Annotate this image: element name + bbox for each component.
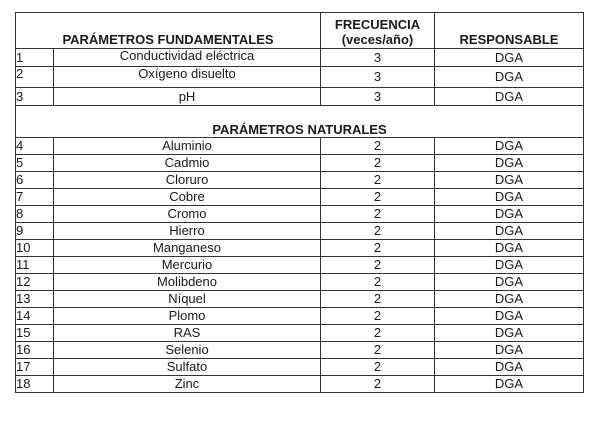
responsible-value: DGA bbox=[435, 49, 584, 67]
row-number: 9 bbox=[16, 223, 54, 240]
frequency-value: 2 bbox=[321, 138, 435, 155]
row-number: 7 bbox=[16, 189, 54, 206]
parameter-name: Cadmio bbox=[54, 155, 321, 172]
row-number: 16 bbox=[16, 342, 54, 359]
responsible-value: DGA bbox=[435, 138, 584, 155]
responsible-value: DGA bbox=[435, 359, 584, 376]
row-number: 18 bbox=[16, 376, 54, 393]
row-number: 1 bbox=[16, 49, 54, 67]
frequency-column-header bbox=[321, 13, 435, 49]
section-spacer bbox=[16, 106, 584, 122]
row-number: 6 bbox=[16, 172, 54, 189]
row-number: 17 bbox=[16, 359, 54, 376]
parameter-name: Manganeso bbox=[54, 240, 321, 257]
frequency-value: 2 bbox=[321, 240, 435, 257]
responsible-value: DGA bbox=[435, 325, 584, 342]
responsible-value: DGA bbox=[435, 155, 584, 172]
table-row bbox=[16, 308, 584, 325]
frequency-value: 2 bbox=[321, 274, 435, 291]
responsible-value: DGA bbox=[435, 67, 584, 88]
frequency-value: 2 bbox=[321, 206, 435, 223]
row-number: 8 bbox=[16, 206, 54, 223]
row-number: 5 bbox=[16, 155, 54, 172]
parameter-name: Cromo bbox=[54, 206, 321, 223]
table-row bbox=[16, 291, 584, 308]
row-number: 10 bbox=[16, 240, 54, 257]
parameters-table bbox=[15, 12, 584, 393]
parameter-name: Mercurio bbox=[54, 257, 321, 274]
parameter-name: Níquel bbox=[54, 291, 321, 308]
frequency-value: 2 bbox=[321, 376, 435, 393]
frequency-value: 2 bbox=[321, 257, 435, 274]
table-row bbox=[16, 223, 584, 240]
table-header-row bbox=[16, 13, 584, 49]
row-number: 11 bbox=[16, 257, 54, 274]
parameter-name: Selenio bbox=[54, 342, 321, 359]
table-row bbox=[16, 342, 584, 359]
table-row bbox=[16, 359, 584, 376]
row-number: 3 bbox=[16, 88, 54, 106]
frequency-value: 2 bbox=[321, 308, 435, 325]
frequency-value: 2 bbox=[321, 325, 435, 342]
table-row bbox=[16, 206, 584, 223]
table-row bbox=[16, 325, 584, 342]
table-row bbox=[16, 274, 584, 291]
responsible-value: DGA bbox=[435, 308, 584, 325]
parameter-name: Cloruro bbox=[54, 172, 321, 189]
frequency-value: 2 bbox=[321, 223, 435, 240]
table-row bbox=[16, 189, 584, 206]
table-row bbox=[16, 138, 584, 155]
frequency-value: 3 bbox=[321, 67, 435, 88]
responsible-value: DGA bbox=[435, 274, 584, 291]
parameter-name: Aluminio bbox=[54, 138, 321, 155]
frequency-value: 2 bbox=[321, 172, 435, 189]
table-row bbox=[16, 172, 584, 189]
responsible-value: DGA bbox=[435, 223, 584, 240]
responsible-column-header: RESPONSABLE bbox=[435, 13, 584, 49]
frequency-value: 3 bbox=[321, 49, 435, 67]
responsible-value: DGA bbox=[435, 240, 584, 257]
parameter-name: Plomo bbox=[54, 308, 321, 325]
responsible-value: DGA bbox=[435, 88, 584, 106]
responsible-value: DGA bbox=[435, 257, 584, 274]
row-number: 14 bbox=[16, 308, 54, 325]
row-number: 2 bbox=[16, 67, 54, 88]
frequency-value: 2 bbox=[321, 342, 435, 359]
parameter-name: Hierro bbox=[54, 223, 321, 240]
frequency-value: 2 bbox=[321, 291, 435, 308]
table-row bbox=[16, 49, 584, 67]
table-row bbox=[16, 155, 584, 172]
responsible-value: DGA bbox=[435, 376, 584, 393]
table-row bbox=[16, 240, 584, 257]
row-number: 12 bbox=[16, 274, 54, 291]
natural-section-header bbox=[16, 121, 584, 138]
frequency-value: 2 bbox=[321, 189, 435, 206]
frequency-value: 2 bbox=[321, 359, 435, 376]
parameter-name: Zinc bbox=[54, 376, 321, 393]
responsible-value: DGA bbox=[435, 206, 584, 223]
frequency-value: 3 bbox=[321, 88, 435, 106]
natural-section-title: PARÁMETROS NATURALES bbox=[16, 121, 584, 138]
row-number: 15 bbox=[16, 325, 54, 342]
parameter-name: RAS bbox=[54, 325, 321, 342]
fundamental-section-title: PARÁMETROS FUNDAMENTALES bbox=[16, 13, 321, 49]
table-row bbox=[16, 376, 584, 393]
responsible-value: DGA bbox=[435, 189, 584, 206]
parameter-name: Molibdeno bbox=[54, 274, 321, 291]
parameter-name: Sulfato bbox=[54, 359, 321, 376]
table-row bbox=[16, 257, 584, 274]
responsible-value: DGA bbox=[435, 291, 584, 308]
frequency-header-line2: (veces/año) bbox=[341, 32, 414, 47]
parameter-name: pH bbox=[54, 88, 321, 106]
frequency-header-line1: FRECUENCIA bbox=[334, 17, 421, 32]
parameter-name: Cobre bbox=[54, 189, 321, 206]
parameter-name: Conductividad eléctrica bbox=[54, 49, 321, 67]
responsible-value: DGA bbox=[435, 342, 584, 359]
row-number: 4 bbox=[16, 138, 54, 155]
table-row bbox=[16, 67, 584, 88]
row-number: 13 bbox=[16, 291, 54, 308]
frequency-value: 2 bbox=[321, 155, 435, 172]
table-row bbox=[16, 88, 584, 106]
responsible-value: DGA bbox=[435, 172, 584, 189]
parameter-name: Oxígeno disuelto bbox=[54, 67, 321, 88]
